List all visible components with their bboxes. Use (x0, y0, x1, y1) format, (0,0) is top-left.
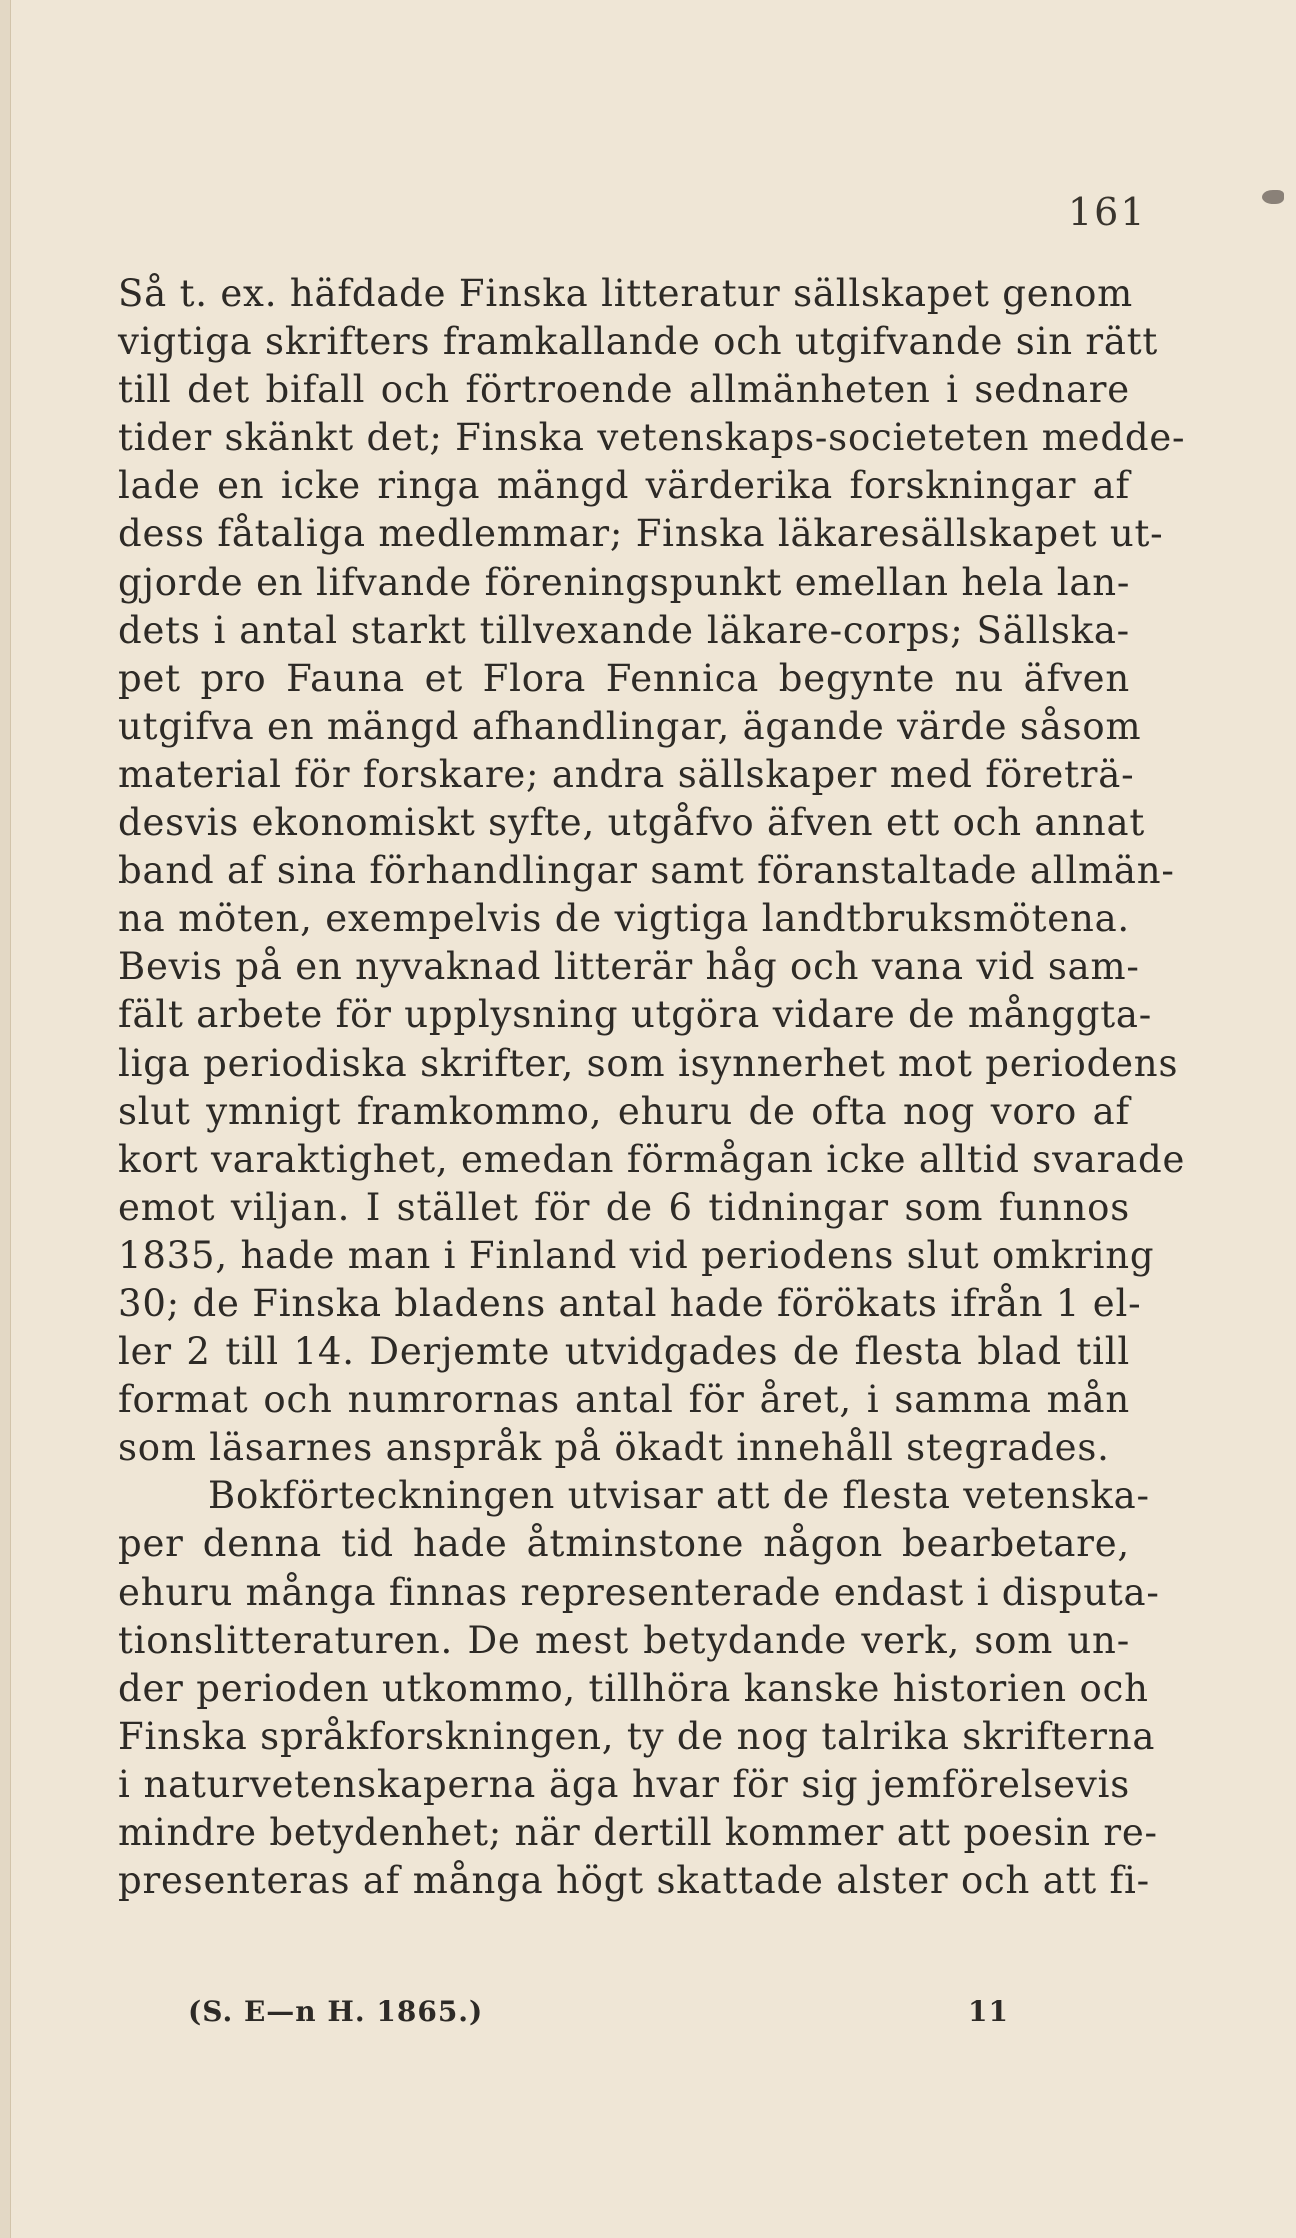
text-line: presenteras af många högt skattade alster och att fi- (118, 1859, 1150, 1903)
text-line: Så t. ex. häfdade Finska litteratur sällskapet genom (118, 272, 1134, 315)
text-line: dess fåtaliga medlemmar; Finska läkaresällskapet ut- (118, 512, 1164, 556)
text-line: utgifva en mängd afhandlingar, ägande värde såsom (118, 704, 1142, 748)
text-line: slut ymnigt framkommo, ehuru de ofta nog voro af (118, 1089, 1130, 1133)
text-line: Bokförteckningen utvisar att de flesta vetenska- (208, 1474, 1150, 1518)
text-line: i naturvetenskaperna äga hvar för sig jemförelsevis (118, 1762, 1130, 1806)
text-line: pet pro Fauna et Flora Fennica begynte nu äfven (118, 656, 1130, 700)
text-line: per denna tid hade åtminstone någon bearbetare, (118, 1522, 1130, 1566)
text-line: kort varaktighet, emedan förmågan icke alltid svarade (118, 1137, 1186, 1181)
text-line: ehuru många finnas representerade endast i disputa- (118, 1570, 1160, 1614)
text-line: liga periodiska skrifter, som isynnerhet mot periodens (118, 1041, 1179, 1085)
signature-mark: (S. E—n H. 1865.) (188, 1995, 484, 2028)
corner-ink-mark (1262, 190, 1284, 204)
text-line: mindre betydenhet; när dertill kommer att poesin re- (118, 1811, 1158, 1854)
text-line: dets i antal starkt tillvexande läkare-corps; Sällska- (118, 608, 1130, 652)
text-line: Bevis på en nyvaknad litterär håg och vana vid sam- (118, 945, 1140, 989)
text-line: vigtiga skrifters framkallande och utgifvande sin rätt (118, 320, 1159, 364)
text-line: format och numrornas antal för året, i samma mån (118, 1378, 1130, 1422)
page-number: 161 (1068, 190, 1147, 234)
text-line: ler 2 till 14. Derjemte utvidgades de flesta blad till (118, 1330, 1130, 1374)
text-line: lade en icke ringa mängd värderika forskningar af (118, 464, 1130, 508)
text-line: desvis ekonomiskt syfte, utgåfvo äfven ett och annat (118, 801, 1146, 845)
text-line: tider skänkt det; Finska vetenskaps-societeten medde- (118, 416, 1186, 460)
text-line: 1835, hade man i Finland vid periodens slut omkring (118, 1233, 1155, 1277)
text-line: till det bifall och förtroende allmänheten i sednare (118, 368, 1130, 412)
text-line: emot viljan. I stället för de 6 tidningar som funnos (118, 1185, 1130, 1229)
text-line: fält arbete för upplysning utgöra vidare de månggta- (118, 993, 1153, 1037)
page-left-edge (0, 0, 11, 2238)
text-line: tionslitteraturen. De mest betydande verk, som un- (118, 1618, 1130, 1662)
text-line: 30; de Finska bladens antal hade förökats ifrån 1 el- (118, 1281, 1142, 1325)
text-line: Finska språkforskningen, ty de nog talrika skrifterna (118, 1714, 1156, 1758)
text-line: material för forskare; andra sällskaper med företrä- (118, 752, 1135, 796)
text-line: der perioden utkommo, tillhöra kanske historien och (118, 1666, 1149, 1710)
text-line: gjorde en lifvande föreningspunkt emellan hela lan- (118, 560, 1131, 604)
body-text (118, 270, 1186, 1905)
gathering-number: 11 (968, 1995, 1009, 2028)
text-line: band af sina förhandlingar samt föranstaltade allmän- (118, 849, 1175, 893)
text-line: som läsarnes anspråk på ökadt innehåll stegrades. (118, 1426, 1110, 1470)
text-line: na möten, exempelvis de vigtiga landtbruksmötena. (118, 897, 1130, 941)
